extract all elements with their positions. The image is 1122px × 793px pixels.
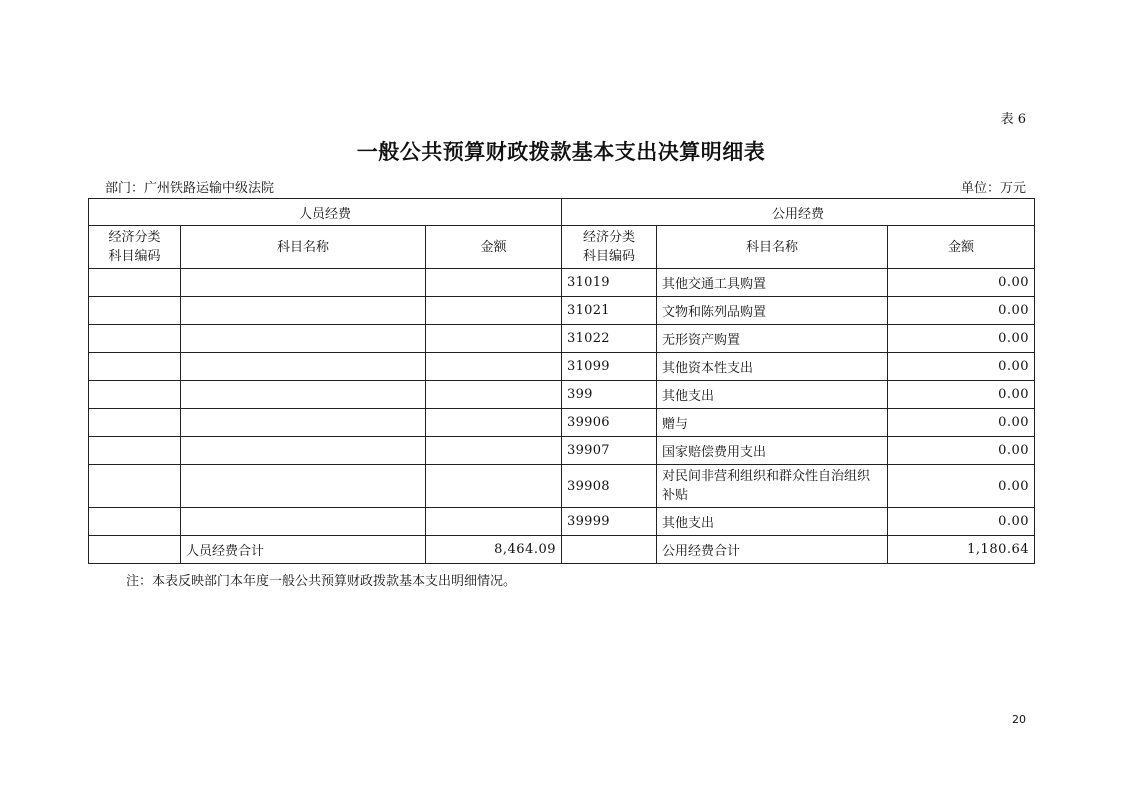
table-row [89,465,1035,508]
group-header-public: 公用经费 [562,199,1035,226]
page-title: 一般公共预算财政拨款基本支出决算明细表 [356,140,766,164]
table-row [89,409,1035,437]
department-label: 部门：广州铁路运输中级法院 [105,181,275,196]
column-header-row [89,226,1035,269]
personnel-total-amount: 8,464.09 [426,536,562,564]
table-row [89,325,1035,353]
row-amount: 0.00 [888,409,1035,437]
row-amount: 0.00 [888,508,1035,536]
row-code: 39907 [562,437,657,465]
row-code: 39999 [562,508,657,536]
page-number: 20 [1012,713,1026,726]
row-name: 其他交通工具购置 [657,269,888,297]
table-row [89,269,1035,297]
row-amount: 0.00 [888,269,1035,297]
row-amount: 0.00 [888,353,1035,381]
total-row [89,536,1035,564]
row-code: 39908 [562,465,657,508]
table-row [89,437,1035,465]
row-amount: 0.00 [888,465,1035,508]
table-row [89,508,1035,536]
column-header-code: 经济分类 科目编码 [89,226,181,269]
row-code: 39906 [562,409,657,437]
row-code: 31021 [562,297,657,325]
row-name: 赠与 [657,409,888,437]
table-row [89,297,1035,325]
column-header-amount: 金额 [888,226,1035,269]
public-total-label: 公用经费合计 [657,536,888,564]
group-header-row [89,199,1035,226]
row-name: 无形资产购置 [657,325,888,353]
group-header-personnel: 人员经费 [89,199,562,226]
row-code: 31099 [562,353,657,381]
row-code: 31022 [562,325,657,353]
table-row [89,353,1035,381]
table-row [89,381,1035,409]
row-name: 文物和陈列品购置 [657,297,888,325]
expenditure-table [88,198,1035,564]
row-amount: 0.00 [888,381,1035,409]
column-header-code: 经济分类 科目编码 [562,226,657,269]
row-name: 其他支出 [657,381,888,409]
table-number: 表 6 [1000,112,1026,127]
personnel-total-label: 人员经费合计 [181,536,426,564]
column-header-name: 科目名称 [181,226,426,269]
row-name: 其他资本性支出 [657,353,888,381]
row-code: 399 [562,381,657,409]
row-amount: 0.00 [888,325,1035,353]
row-name: 国家赔偿费用支出 [657,437,888,465]
row-name: 其他支出 [657,508,888,536]
public-total-amount: 1,180.64 [888,536,1035,564]
unit-label: 单位：万元 [960,181,1026,196]
table-note: 注：本表反映部门本年度一般公共预算财政拨款基本支出明细情况。 [126,574,517,589]
row-amount: 0.00 [888,437,1035,465]
row-name: 对民间非营利组织和群众性自治组织补贴 [657,465,888,508]
column-header-name: 科目名称 [657,226,888,269]
column-header-amount: 金额 [426,226,562,269]
row-amount: 0.00 [888,297,1035,325]
row-code: 31019 [562,269,657,297]
